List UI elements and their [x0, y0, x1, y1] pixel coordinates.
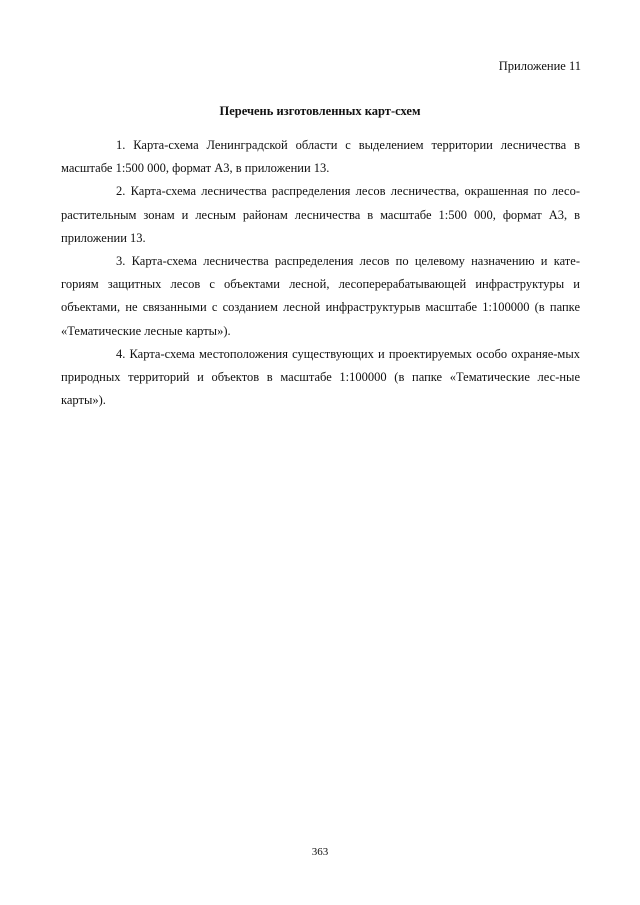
- list-item-2-text: 2. Карта-схема лесничества распределения лесов лесничества, окрашенная по лесо-растительным зонам и лесным районам лесничества в масштабе 1:500 000, формат А3, в приложении 13.: [61, 184, 580, 245]
- document-body: [61, 134, 580, 412]
- list-item-4: [61, 343, 580, 413]
- list-item-1: [61, 134, 580, 180]
- list-item-2: [61, 180, 580, 250]
- list-item-4-end: ).: [98, 393, 106, 408]
- list-item-3-text: 3. Карта-схема лесничества распределения лесов по целевому назначению и кате-гориям защитных лесов с объектами лесной, лесоперерабатывающей инфраструктуры и объектами, не связанными с созданием лесной инфраструктурыв масштабе 1:100000 (в папке «Тематические лесные карты»: [61, 254, 580, 338]
- list-item-3: [61, 250, 580, 343]
- document-title: Перечень изготовленных карт-схем: [219, 104, 421, 118]
- list-item-4-text: 4. Карта-схема местоположения существующих и проектируемых особо охраняе-мых природных территорий и объектов в масштабе 1:100000 (в папке «Тематические лес-ные карты»: [61, 346, 580, 408]
- list-item-3-end: ).: [223, 323, 231, 338]
- list-item-1-text: 1. Карта-схема Ленинградской области с выделением территории лесничества в масштабе 1:500 000, формат А3, в приложении 13.: [61, 138, 580, 176]
- appendix-label: Приложение 11: [498, 59, 581, 73]
- page-number: 363: [311, 846, 329, 858]
